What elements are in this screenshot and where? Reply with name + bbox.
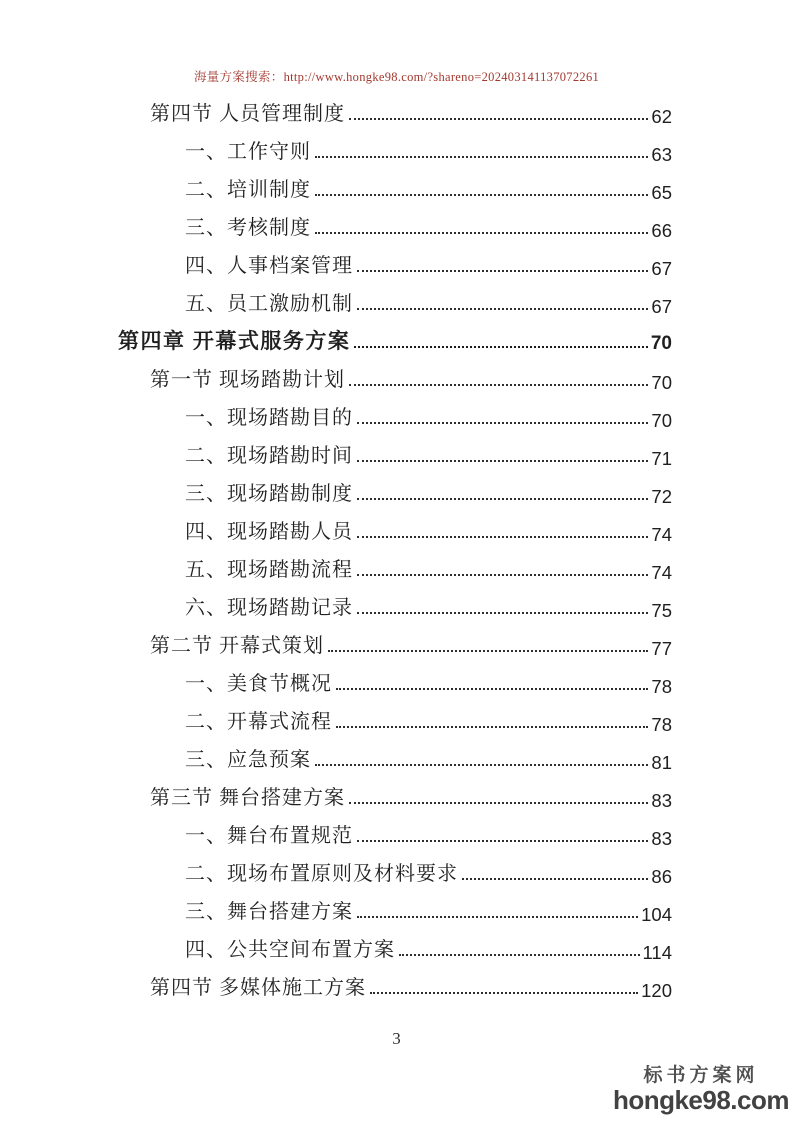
- toc-entry-page: 70: [651, 371, 672, 393]
- toc-entry[interactable]: [118, 620, 672, 658]
- toc-entry-title: 第三节 舞台搭建方案: [150, 787, 345, 810]
- toc-entry-title: 一、现场踏勘目的: [185, 407, 353, 430]
- dot-leader: [315, 232, 648, 234]
- toc-entry[interactable]: [118, 924, 672, 962]
- toc-entry-title: 第四节 人员管理制度: [150, 103, 345, 126]
- toc-entry[interactable]: [118, 316, 672, 354]
- dot-leader: [336, 688, 648, 690]
- toc-entry-title: 四、人事档案管理: [185, 255, 353, 278]
- toc-entry[interactable]: [118, 772, 672, 810]
- toc-entry[interactable]: [118, 278, 672, 316]
- dot-leader: [357, 536, 648, 538]
- toc-entry-title: 一、舞台布置规范: [185, 825, 353, 848]
- toc-entry-title: 四、现场踏勘人员: [185, 521, 353, 544]
- toc-entry-page: 81: [651, 751, 672, 773]
- toc-entry-page: 70: [650, 333, 672, 355]
- toc-entry[interactable]: [118, 886, 672, 924]
- toc-entry[interactable]: [118, 392, 672, 430]
- toc-entry-page: 65: [651, 181, 672, 203]
- toc-entry-page: 86: [651, 865, 672, 887]
- toc-entry-page: 72: [651, 485, 672, 507]
- toc-entry-title: 三、舞台搭建方案: [185, 901, 353, 924]
- toc-entry[interactable]: [118, 848, 672, 886]
- toc-entry[interactable]: [118, 354, 672, 392]
- toc-entry-page: 114: [642, 941, 672, 963]
- toc-entry[interactable]: [118, 544, 672, 582]
- toc-entry-title: 四、公共空间布置方案: [185, 939, 395, 962]
- toc-entry[interactable]: [118, 164, 672, 202]
- dot-leader: [315, 194, 648, 196]
- toc-entry[interactable]: [118, 734, 672, 772]
- header-search-label: 海量方案搜索：: [193, 70, 284, 84]
- toc-entry-title: 二、现场踏勘时间: [185, 445, 353, 468]
- dot-leader: [357, 308, 648, 310]
- toc-entry-title: 第四节 多媒体施工方案: [150, 977, 366, 1000]
- toc-entry-title: 一、美食节概况: [185, 673, 332, 696]
- toc-list: [118, 88, 672, 1000]
- toc-entry-title: 一、工作守则: [185, 141, 311, 164]
- toc-entry-page: 67: [651, 257, 672, 279]
- watermark-site-name[interactable]: 标书方案网: [643, 1065, 759, 1086]
- toc-entry-page: 74: [651, 523, 672, 545]
- toc-entry-title: 三、现场踏勘制度: [185, 483, 353, 506]
- toc-entry-title: 第二节 开幕式策划: [150, 635, 324, 658]
- dot-leader: [399, 954, 640, 956]
- dot-leader: [357, 498, 648, 500]
- toc-entry-page: 78: [651, 675, 672, 697]
- toc-entry[interactable]: [118, 506, 672, 544]
- toc-entry-title: 五、员工激励机制: [185, 293, 353, 316]
- dot-leader: [354, 346, 648, 348]
- toc-entry-title: 第一节 现场踏勘计划: [150, 369, 345, 392]
- header-url-link[interactable]: http://www.hongke98.com/?shareno=202403141137072261: [283, 70, 600, 84]
- toc-entry[interactable]: [118, 202, 672, 240]
- toc-entry[interactable]: [118, 810, 672, 848]
- dot-leader: [349, 384, 648, 386]
- toc-entry-page: 74: [651, 561, 672, 583]
- toc-entry[interactable]: [118, 468, 672, 506]
- toc-entry[interactable]: [118, 430, 672, 468]
- watermark-site-url[interactable]: hongke98.com: [612, 1085, 789, 1115]
- toc-entry[interactable]: [118, 88, 672, 126]
- toc-entry-page: 75: [651, 599, 672, 621]
- toc-entry[interactable]: [118, 658, 672, 696]
- toc-entry-page: 70: [651, 409, 672, 431]
- toc-entry-page: 83: [651, 789, 672, 811]
- toc-entry-page: 104: [641, 903, 672, 925]
- toc-entry-title: 五、现场踏勘流程: [185, 559, 353, 582]
- dot-leader: [357, 422, 648, 424]
- toc-entry-page: 62: [651, 105, 672, 127]
- dot-leader: [357, 270, 648, 272]
- toc-entry[interactable]: [118, 696, 672, 734]
- toc-entry-title: 二、开幕式流程: [185, 711, 332, 734]
- dot-leader: [336, 726, 648, 728]
- dot-leader: [349, 802, 648, 804]
- toc-entry-page: 66: [651, 219, 672, 241]
- toc-entry-title: 二、现场布置原则及材料要求: [185, 863, 458, 886]
- toc-entry-page: 77: [651, 637, 672, 659]
- toc-entry[interactable]: [118, 962, 672, 1000]
- dot-leader: [357, 840, 648, 842]
- dot-leader: [462, 878, 648, 880]
- toc-entry[interactable]: [118, 582, 672, 620]
- toc-entry[interactable]: [118, 240, 672, 278]
- dot-leader: [328, 650, 648, 652]
- toc-entry-title: 二、培训制度: [185, 179, 311, 202]
- toc-entry-page: 78: [651, 713, 672, 735]
- dot-leader: [357, 460, 648, 462]
- dot-leader: [315, 764, 648, 766]
- page-number: 3: [392, 1029, 401, 1048]
- toc-entry[interactable]: [118, 126, 672, 164]
- toc-entry-page: 63: [651, 143, 672, 165]
- toc-entry-page: 67: [651, 295, 672, 317]
- header-watermark-line: [0, 67, 793, 85]
- toc-entry-page: 83: [651, 827, 672, 849]
- toc-entry-page: 120: [641, 979, 672, 1001]
- dot-leader: [315, 156, 648, 158]
- toc-entry-title: 第四章 开幕式服务方案: [118, 330, 351, 354]
- toc-entry-title: 三、应急预案: [185, 749, 311, 772]
- dot-leader: [370, 992, 638, 994]
- toc-entry-page: 71: [651, 447, 672, 469]
- dot-leader: [357, 574, 648, 576]
- dot-leader: [357, 916, 638, 918]
- dot-leader: [357, 612, 648, 614]
- dot-leader: [349, 118, 648, 120]
- toc-entry-title: 六、现场踏勘记录: [185, 597, 353, 620]
- site-watermark[interactable]: [613, 1060, 789, 1113]
- toc-entry-title: 三、考核制度: [185, 217, 311, 240]
